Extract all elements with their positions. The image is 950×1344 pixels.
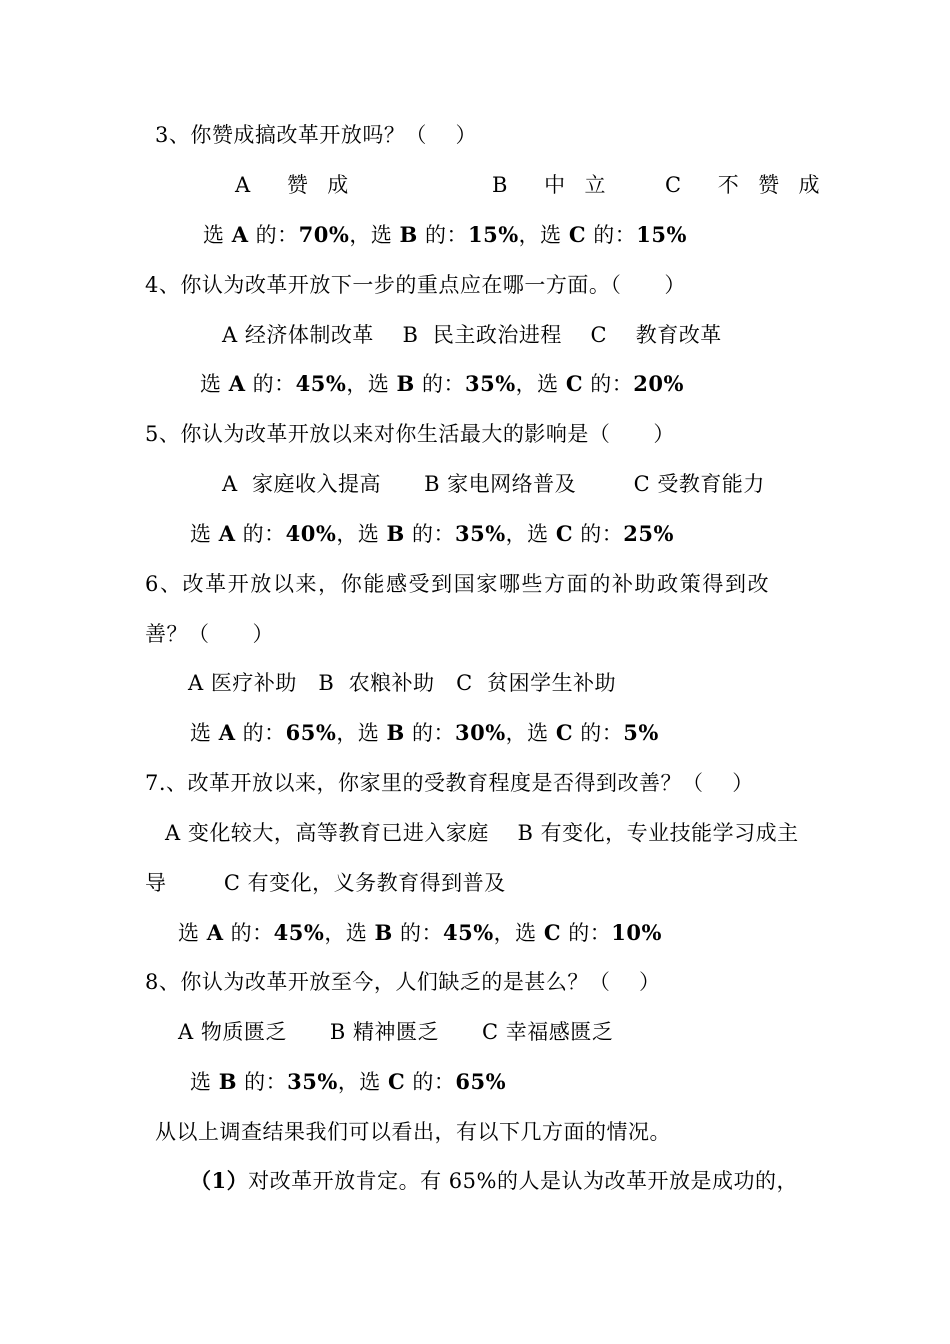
q3-result: 选 A 的：70%，选 B 的：15%，选 C 的：15% [203, 222, 687, 247]
question-8: 8、你认为改革开放至今，人们缺乏的是甚么？（ ） [145, 970, 661, 994]
question-5: 5、你认为改革开放以来对你生活最大的影响是（ ） [145, 422, 675, 446]
q5-options: A 家庭收入提高 B 家电网络普及 C 受教育能力 [222, 472, 765, 496]
q3-option-b: B 中 立 [492, 173, 608, 197]
q8-result: 选 B 的：35%，选 C 的：65% [190, 1069, 507, 1094]
question-7: 7.、改革开放以来，你家里的受教育程度是否得到改善？（ ） [145, 771, 754, 795]
question-6-line-2: 善？（ ） [145, 622, 275, 646]
q8-options: A 物质匮乏 B 精神匮乏 C 幸福感匮乏 [178, 1020, 614, 1044]
conclusion-point-1: （1）对改革开放肯定。有 65%的人是认为改革开放是成功的， [190, 1168, 798, 1193]
question-6-line-1: 6、改革开放以来，你能感受到国家哪些方面的补助政策得到改 [145, 572, 771, 596]
q7-options-line-2: 导 C 有变化，义务教育得到普及 [145, 871, 506, 895]
q6-options: A 医疗补助 B 农粮补助 C 贫困学生补助 [188, 671, 617, 695]
q3-option-a: A 赞 成 [235, 173, 351, 197]
question-4: 4、你认为改革开放下一步的重点应在哪一方面。（ ） [145, 273, 686, 297]
q7-result: 选 A 的：45%，选 B 的：45%，选 C 的：10% [178, 920, 662, 945]
question-3: 3、你赞成搞改革开放吗？（ ） [155, 123, 478, 147]
q3-option-c: C 不 赞 成 [665, 173, 822, 197]
q4-result: 选 A 的：45%，选 B 的：35%，选 C 的：20% [200, 371, 684, 396]
q4-options: A 经济体制改革 B 民主政治进程 C 教育改革 [222, 323, 722, 347]
q6-result: 选 A 的：65%，选 B 的：30%，选 C 的：5% [190, 720, 659, 745]
conclusion-intro: 从以上调查结果我们可以看出，有以下几方面的情况。 [155, 1120, 671, 1144]
q5-result: 选 A 的：40%，选 B 的：35%，选 C 的：25% [190, 521, 674, 546]
q7-options-line-1: A 变化较大，高等教育已进入家庭 B 有变化，专业技能学习成主 [165, 821, 799, 845]
